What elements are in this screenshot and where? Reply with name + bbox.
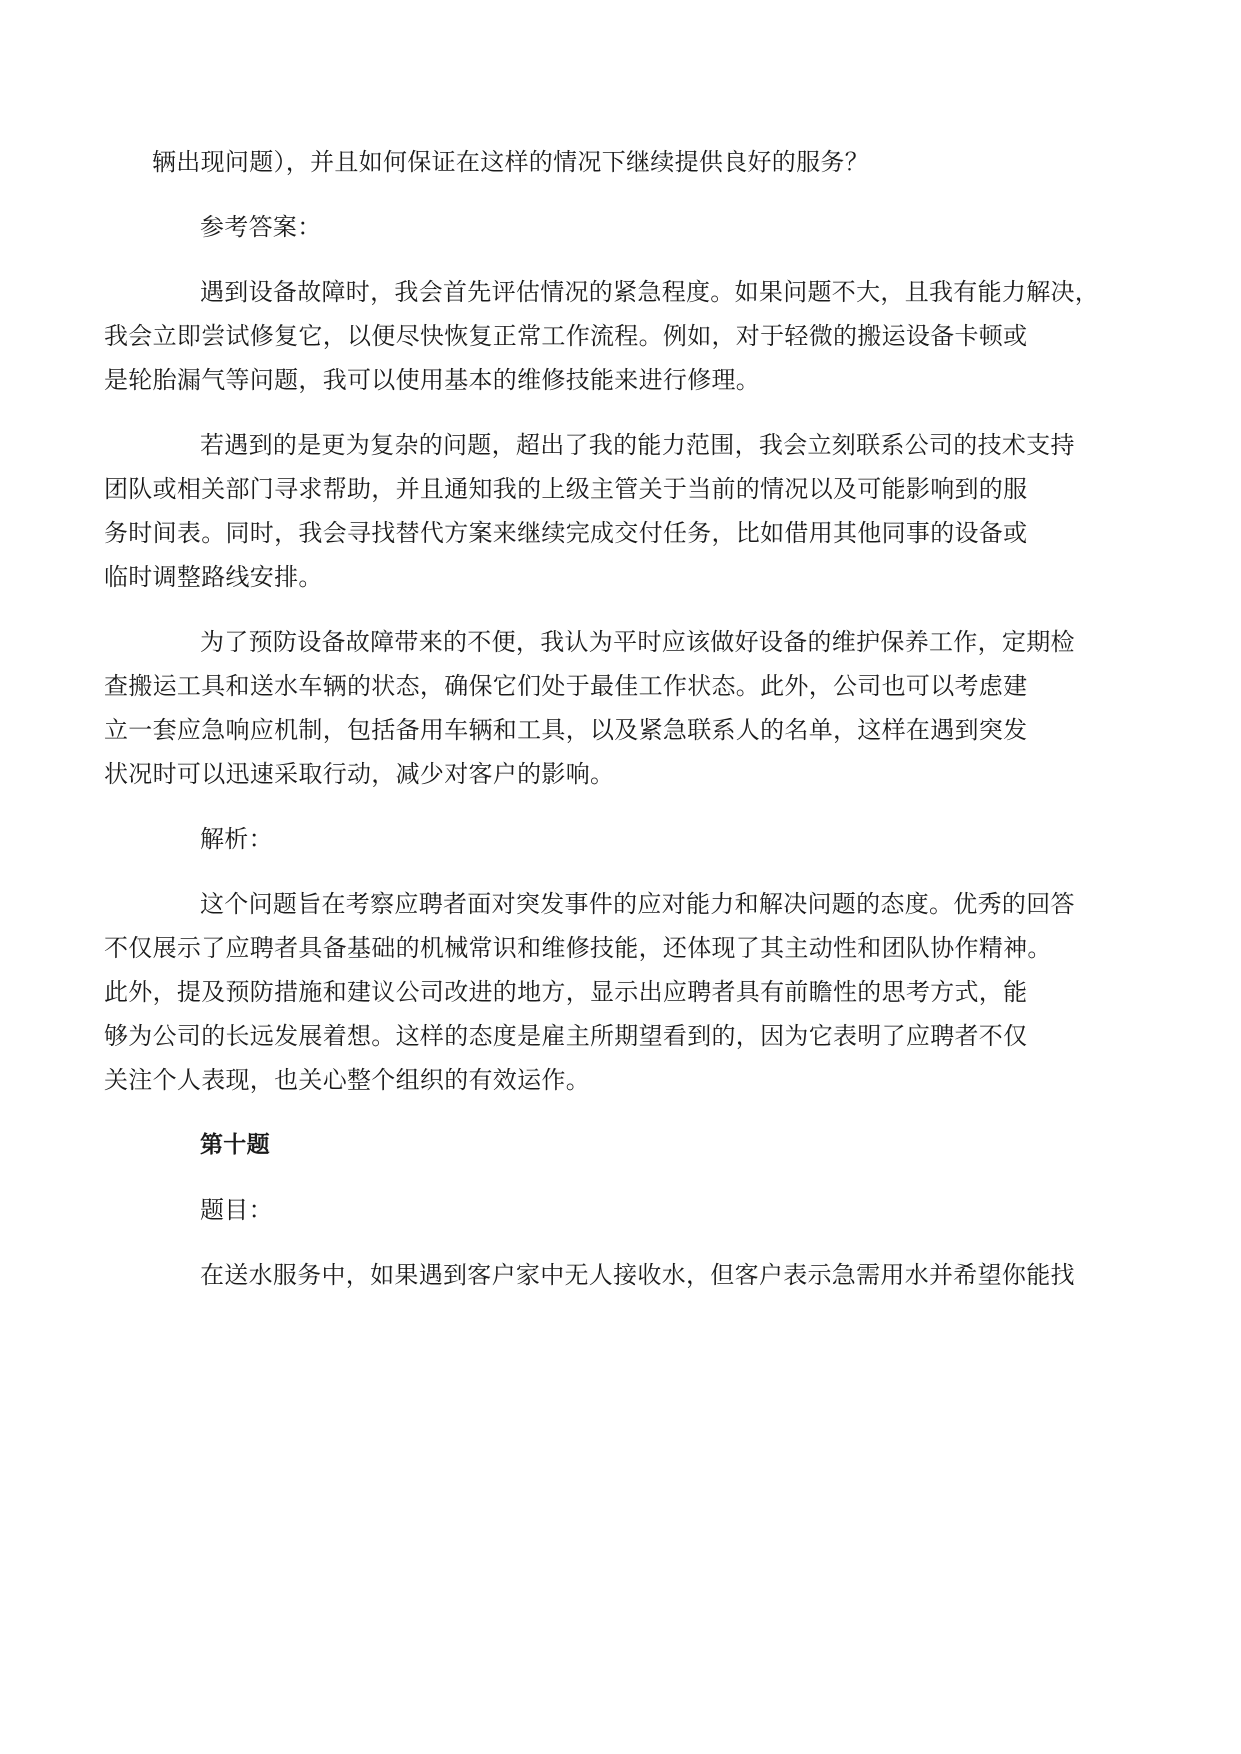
analysis-paragraph bbox=[104, 882, 1092, 1102]
answer-paragraph-2 bbox=[104, 423, 1092, 599]
continuation-text bbox=[152, 140, 1092, 184]
text-line: 状况时可以迅速采取行动，减少对客户的影响。 bbox=[104, 760, 615, 788]
text-line: 不仅展示了应聘者具备基础的机械常识和维修技能，还体现了其主动性和团队协作精神。 bbox=[104, 934, 1052, 962]
text-line: 题目： bbox=[200, 1196, 273, 1224]
text-line: 参考答案： bbox=[200, 213, 322, 241]
text-line: 为了预防设备故障带来的不便，我认为平时应该做好设备的维护保养工作，定期检 bbox=[200, 628, 1075, 656]
document-page bbox=[104, 140, 1100, 1318]
text-line: 辆出现问题），并且如何保证在这样的情况下继续提供良好的服务？ bbox=[152, 148, 869, 176]
text-line: 我会立即尝试修复它，以便尽快恢复正常工作流程。例如，对于轻微的搬运设备卡顿或 bbox=[104, 322, 1028, 350]
text-line: 在送水服务中，如果遇到客户家中无人接收水，但客户表示急需用水并希望你能找 bbox=[200, 1261, 1075, 1289]
question-label bbox=[152, 1188, 1092, 1232]
text-line: 关注个人表现，也关心整个组织的有效运作。 bbox=[104, 1066, 590, 1094]
text-line: 这个问题旨在考察应聘者面对突发事件的应对能力和解决问题的态度。优秀的回答 bbox=[200, 890, 1075, 918]
text-line: 团队或相关部门寻求帮助，并且通知我的上级主管关于当前的情况以及可能影响到的服 bbox=[104, 475, 1028, 503]
answer-paragraph-3 bbox=[104, 620, 1092, 796]
text-line: 遇到设备故障时，我会首先评估情况的紧急程度。如果问题不大，且我有能力解决， bbox=[200, 278, 1100, 306]
question-10-text bbox=[152, 1253, 1092, 1297]
text-line: 是轮胎漏气等问题，我可以使用基本的维修技能来进行修理。 bbox=[104, 366, 761, 394]
question-10-heading bbox=[152, 1123, 1092, 1167]
text-line: 解析： bbox=[200, 825, 273, 853]
analysis-label bbox=[152, 817, 1092, 861]
text-line: 临时调整路线安排。 bbox=[104, 563, 323, 591]
text-line: 此外，提及预防措施和建议公司改进的地方，显示出应聘者具有前瞻性的思考方式，能 bbox=[104, 978, 1028, 1006]
reference-answer-label bbox=[152, 205, 1092, 249]
text-line: 第十题 bbox=[200, 1132, 270, 1158]
answer-paragraph-1 bbox=[104, 270, 1100, 402]
text-line: 查搬运工具和送水车辆的状态，确保它们处于最佳工作状态。此外，公司也可以考虑建 bbox=[104, 672, 1028, 700]
text-line: 若遇到的是更为复杂的问题，超出了我的能力范围，我会立刻联系公司的技术支持 bbox=[200, 431, 1075, 459]
text-line: 够为公司的长远发展着想。这样的态度是雇主所期望看到的，因为它表明了应聘者不仅 bbox=[104, 1022, 1028, 1050]
text-line: 务时间表。同时，我会寻找替代方案来继续完成交付任务，比如借用其他同事的设备或 bbox=[104, 519, 1028, 547]
text-line: 立一套应急响应机制，包括备用车辆和工具，以及紧急联系人的名单，这样在遇到突发 bbox=[104, 716, 1028, 744]
